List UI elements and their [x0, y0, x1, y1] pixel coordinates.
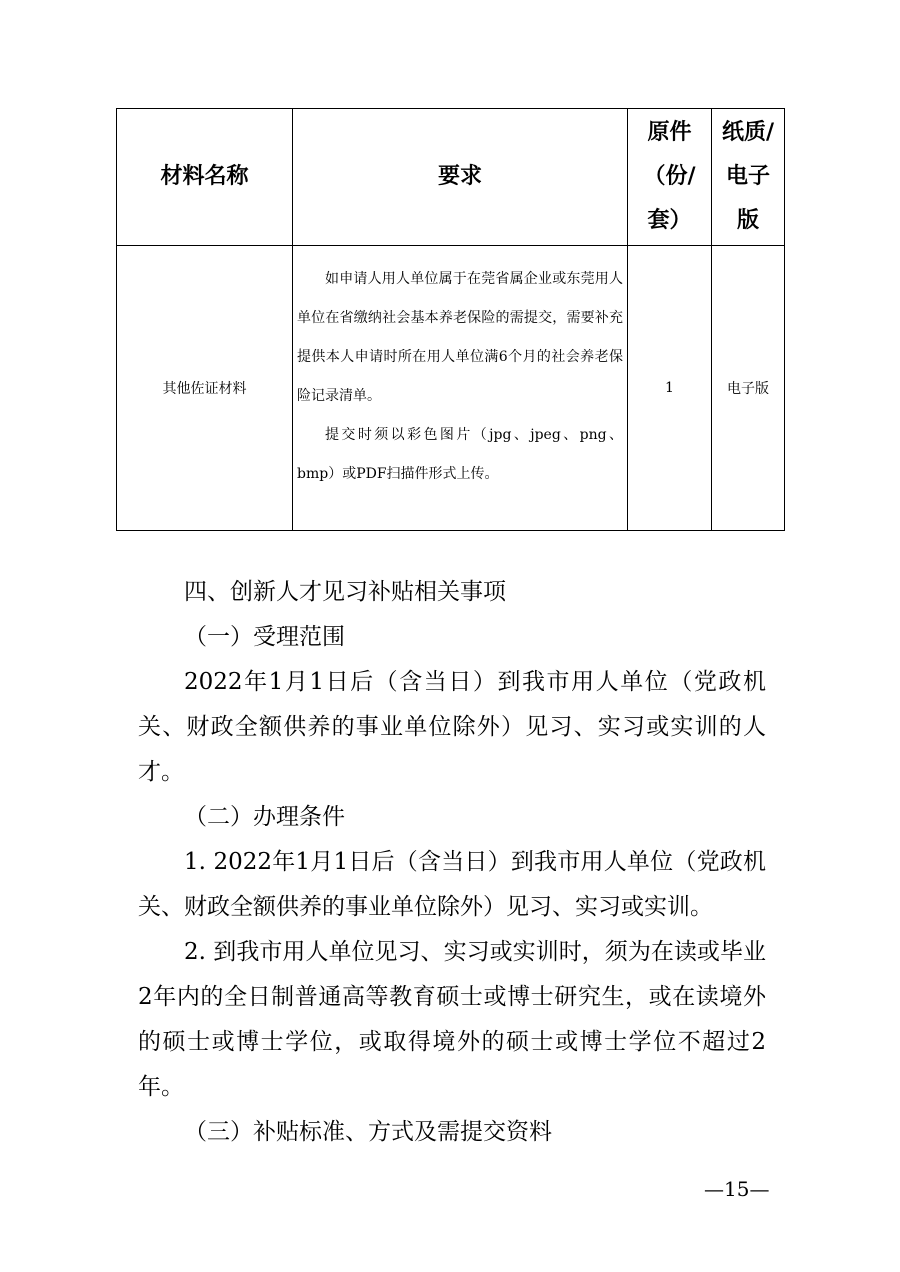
- paragraph: 1. 2022年1月1日后（含当日）到我市用人单位（党政机关、财政全额供养的事业单位除外）见习、实习或实训。: [138, 849, 766, 920]
- subsection-heading: （三）补贴标准、方式及需提交资料: [184, 1119, 552, 1145]
- requirement-paragraph: 如申请人用人单位属于在莞省属企业或东莞用人单位在省缴纳社会基本养老保险的需提交，需要补充提供本人申请时所在用人单位满6个月的社会养老保险记录清单。: [297, 271, 623, 404]
- cell-format: 电子版: [712, 246, 785, 531]
- requirement-paragraph: 提交时须以彩色图片（jpg、jpeg、png、bmp）或PDF扫描件形式上传。: [297, 427, 623, 482]
- table-row: [117, 246, 785, 531]
- table-header-row: [117, 109, 785, 246]
- header-original-count: 原件（份/套）: [628, 109, 712, 246]
- paragraph: 2. 到我市用人单位见习、实习或实训时，须为在读或毕业2年内的全日制普通高等教育硕士或博士研究生，或在读境外的硕士或博士学位，或取得境外的硕士或博士学位不超过2年。: [138, 939, 766, 1100]
- cell-material-name: 其他佐证材料: [117, 246, 293, 531]
- cell-count: 1: [628, 246, 712, 531]
- header-format: 纸质/电子版: [712, 109, 785, 246]
- section-heading: 四、创新人才见习补贴相关事项: [184, 579, 506, 605]
- document-body: [138, 570, 766, 1155]
- header-material-name: 材料名称: [117, 109, 293, 246]
- subsection-heading: （一）受理范围: [184, 624, 345, 650]
- cell-requirement: [293, 246, 628, 531]
- header-requirement: 要求: [293, 109, 628, 246]
- subsection-heading: （二）办理条件: [184, 804, 345, 830]
- materials-table: [116, 108, 785, 531]
- paragraph: 2022年1月1日后（含当日）到我市用人单位（党政机关、财政全额供养的事业单位除外）见习、实习或实训的人才。: [138, 669, 766, 785]
- page-number: —15—: [704, 1177, 770, 1201]
